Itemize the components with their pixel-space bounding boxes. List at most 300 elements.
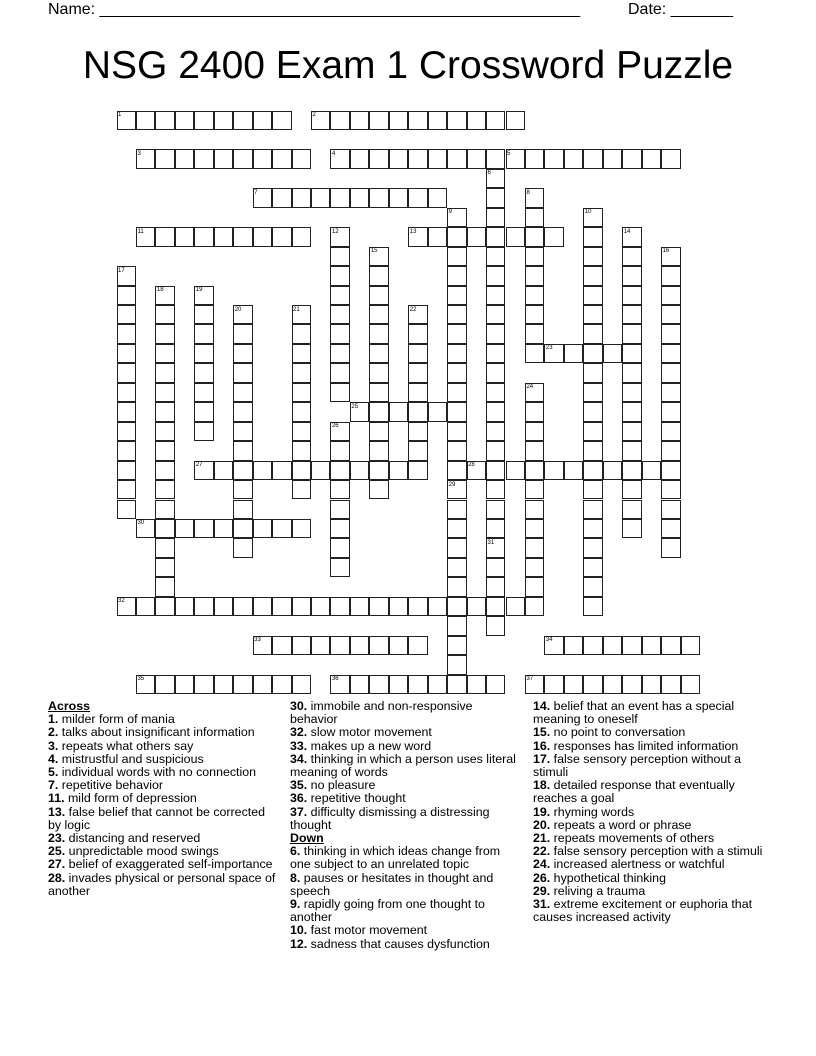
grid-cell[interactable] — [253, 675, 272, 694]
grid-cell[interactable] — [233, 461, 252, 480]
grid-cell[interactable] — [155, 558, 174, 577]
grid-cell[interactable] — [369, 461, 388, 480]
grid-cell[interactable] — [486, 208, 505, 227]
grid-cell[interactable] — [194, 402, 213, 421]
grid-cell[interactable] — [233, 597, 252, 616]
grid-cell[interactable] — [525, 577, 544, 596]
grid-cell[interactable] — [389, 675, 408, 694]
grid-cell[interactable] — [603, 461, 622, 480]
grid-cell[interactable] — [642, 636, 661, 655]
grid-cell[interactable] — [369, 402, 388, 421]
grid-cell[interactable] — [428, 111, 447, 130]
grid-cell[interactable] — [214, 519, 233, 538]
grid-cell[interactable] — [486, 111, 505, 130]
grid-cell[interactable] — [408, 344, 427, 363]
grid-cell[interactable] — [486, 247, 505, 266]
grid-cell[interactable] — [292, 188, 311, 207]
grid-cell[interactable] — [311, 461, 330, 480]
grid-cell[interactable] — [583, 461, 602, 480]
grid-cell[interactable] — [272, 149, 291, 168]
grid-cell[interactable] — [214, 461, 233, 480]
grid-cell[interactable] — [583, 227, 602, 246]
grid-cell[interactable] — [486, 616, 505, 635]
grid-cell[interactable] — [155, 519, 174, 538]
grid-cell[interactable] — [253, 461, 272, 480]
grid-cell[interactable] — [447, 422, 466, 441]
grid-cell[interactable] — [486, 344, 505, 363]
grid-cell[interactable] — [486, 383, 505, 402]
grid-cell[interactable] — [408, 363, 427, 382]
grid-cell[interactable] — [583, 441, 602, 460]
grid-cell[interactable] — [117, 324, 136, 343]
grid-cell[interactable] — [369, 344, 388, 363]
grid-cell[interactable] — [272, 461, 291, 480]
grid-cell[interactable] — [544, 461, 563, 480]
grid-cell[interactable] — [155, 111, 174, 130]
grid-cell[interactable] — [369, 111, 388, 130]
grid-cell[interactable] — [233, 402, 252, 421]
grid-cell[interactable] — [525, 149, 544, 168]
grid-cell[interactable] — [661, 402, 680, 421]
grid-cell[interactable] — [330, 480, 349, 499]
grid-cell[interactable] — [486, 402, 505, 421]
grid-cell[interactable] — [525, 422, 544, 441]
grid-cell[interactable] — [117, 363, 136, 382]
grid-cell[interactable] — [661, 461, 680, 480]
grid-cell[interactable] — [117, 305, 136, 324]
grid-cell[interactable] — [194, 344, 213, 363]
grid-cell[interactable] — [330, 441, 349, 460]
grid-cell[interactable] — [661, 422, 680, 441]
grid-cell[interactable] — [525, 500, 544, 519]
grid-cell[interactable] — [486, 675, 505, 694]
grid-cell[interactable] — [525, 324, 544, 343]
grid-cell[interactable] — [583, 558, 602, 577]
grid-cell[interactable] — [525, 538, 544, 557]
grid-cell[interactable] — [389, 597, 408, 616]
grid-cell[interactable] — [194, 324, 213, 343]
grid-cell[interactable] — [330, 500, 349, 519]
grid-cell[interactable] — [447, 286, 466, 305]
grid-cell[interactable] — [350, 111, 369, 130]
grid-cell[interactable] — [117, 286, 136, 305]
grid-cell[interactable] — [642, 461, 661, 480]
grid-cell[interactable] — [389, 402, 408, 421]
grid-cell[interactable] — [583, 480, 602, 499]
grid-cell[interactable] — [369, 324, 388, 343]
grid-cell[interactable] — [117, 383, 136, 402]
grid-cell[interactable] — [486, 558, 505, 577]
grid-cell[interactable] — [292, 422, 311, 441]
grid-cell[interactable] — [311, 188, 330, 207]
grid-cell[interactable] — [155, 149, 174, 168]
grid-cell[interactable] — [194, 519, 213, 538]
grid-cell[interactable] — [622, 519, 641, 538]
grid-cell[interactable] — [233, 149, 252, 168]
grid-cell[interactable] — [428, 188, 447, 207]
grid-cell[interactable] — [330, 111, 349, 130]
grid-cell[interactable] — [233, 344, 252, 363]
grid-cell[interactable] — [272, 597, 291, 616]
grid-cell[interactable] — [622, 324, 641, 343]
grid-cell[interactable] — [428, 149, 447, 168]
grid-cell[interactable] — [292, 363, 311, 382]
grid-cell[interactable] — [603, 344, 622, 363]
grid-cell[interactable] — [233, 383, 252, 402]
grid-cell[interactable] — [117, 344, 136, 363]
grid-cell[interactable] — [155, 324, 174, 343]
grid-cell[interactable] — [272, 188, 291, 207]
grid-cell[interactable] — [408, 188, 427, 207]
grid-cell[interactable] — [525, 519, 544, 538]
grid-cell[interactable] — [369, 422, 388, 441]
grid-cell[interactable] — [330, 519, 349, 538]
grid-cell[interactable] — [155, 577, 174, 596]
grid-cell[interactable] — [214, 149, 233, 168]
grid-cell[interactable] — [117, 402, 136, 421]
grid-cell[interactable] — [272, 636, 291, 655]
grid-cell[interactable] — [525, 305, 544, 324]
grid-cell[interactable] — [350, 597, 369, 616]
grid-cell[interactable] — [486, 422, 505, 441]
grid-cell[interactable] — [214, 227, 233, 246]
grid-cell[interactable] — [622, 305, 641, 324]
grid-cell[interactable] — [350, 636, 369, 655]
grid-cell[interactable] — [389, 461, 408, 480]
grid-cell[interactable] — [369, 480, 388, 499]
grid-cell[interactable] — [292, 441, 311, 460]
grid-cell[interactable] — [622, 480, 641, 499]
grid-cell[interactable] — [117, 500, 136, 519]
grid-cell[interactable] — [661, 519, 680, 538]
grid-cell[interactable] — [117, 461, 136, 480]
grid-cell[interactable] — [447, 383, 466, 402]
grid-cell[interactable] — [292, 344, 311, 363]
grid-cell[interactable] — [369, 636, 388, 655]
grid-cell[interactable] — [583, 324, 602, 343]
grid-cell[interactable] — [369, 149, 388, 168]
grid-cell[interactable] — [447, 558, 466, 577]
grid-cell[interactable] — [194, 597, 213, 616]
grid-cell[interactable] — [525, 441, 544, 460]
grid-cell[interactable] — [622, 363, 641, 382]
grid-cell[interactable] — [330, 538, 349, 557]
grid-cell[interactable] — [369, 286, 388, 305]
grid-cell[interactable] — [155, 344, 174, 363]
grid-cell[interactable] — [253, 227, 272, 246]
grid-cell[interactable] — [389, 636, 408, 655]
grid-cell[interactable] — [194, 227, 213, 246]
grid-cell[interactable] — [292, 227, 311, 246]
grid-cell[interactable] — [155, 363, 174, 382]
grid-cell[interactable] — [447, 324, 466, 343]
grid-cell[interactable] — [408, 441, 427, 460]
grid-cell[interactable] — [447, 655, 466, 674]
grid-cell[interactable] — [583, 577, 602, 596]
grid-cell[interactable] — [194, 111, 213, 130]
grid-cell[interactable] — [408, 597, 427, 616]
grid-cell[interactable] — [661, 441, 680, 460]
grid-cell[interactable] — [486, 363, 505, 382]
grid-cell[interactable] — [447, 149, 466, 168]
grid-cell[interactable] — [369, 363, 388, 382]
grid-cell[interactable] — [136, 111, 155, 130]
grid-cell[interactable] — [272, 227, 291, 246]
grid-cell[interactable] — [117, 422, 136, 441]
grid-cell[interactable] — [583, 363, 602, 382]
grid-cell[interactable] — [564, 675, 583, 694]
grid-cell[interactable] — [292, 675, 311, 694]
grid-cell[interactable] — [583, 402, 602, 421]
grid-cell[interactable] — [155, 538, 174, 557]
grid-cell[interactable] — [447, 305, 466, 324]
grid-cell[interactable] — [486, 519, 505, 538]
grid-cell[interactable] — [661, 383, 680, 402]
grid-cell[interactable] — [486, 597, 505, 616]
grid-cell[interactable] — [155, 402, 174, 421]
grid-cell[interactable] — [447, 247, 466, 266]
grid-cell[interactable] — [292, 519, 311, 538]
grid-cell[interactable] — [447, 597, 466, 616]
grid-cell[interactable] — [175, 519, 194, 538]
grid-cell[interactable] — [486, 266, 505, 285]
grid-cell[interactable] — [622, 383, 641, 402]
grid-cell[interactable] — [486, 227, 505, 246]
grid-cell[interactable] — [408, 402, 427, 421]
grid-cell[interactable] — [194, 383, 213, 402]
grid-cell[interactable] — [408, 422, 427, 441]
grid-cell[interactable] — [253, 597, 272, 616]
grid-cell[interactable] — [447, 363, 466, 382]
grid-cell[interactable] — [486, 149, 505, 168]
grid-cell[interactable] — [661, 363, 680, 382]
grid-cell[interactable] — [292, 324, 311, 343]
grid-cell[interactable] — [330, 305, 349, 324]
grid-cell[interactable] — [292, 480, 311, 499]
grid-cell[interactable] — [681, 636, 700, 655]
grid-cell[interactable] — [622, 422, 641, 441]
grid-cell[interactable] — [233, 675, 252, 694]
grid-cell[interactable] — [661, 538, 680, 557]
grid-cell[interactable] — [330, 558, 349, 577]
grid-cell[interactable] — [564, 636, 583, 655]
grid-cell[interactable] — [525, 208, 544, 227]
grid-cell[interactable] — [622, 402, 641, 421]
grid-cell[interactable] — [428, 675, 447, 694]
grid-cell[interactable] — [447, 519, 466, 538]
grid-cell[interactable] — [214, 675, 233, 694]
grid-cell[interactable] — [583, 286, 602, 305]
grid-cell[interactable] — [389, 188, 408, 207]
grid-cell[interactable] — [447, 111, 466, 130]
grid-cell[interactable] — [272, 675, 291, 694]
grid-cell[interactable] — [583, 422, 602, 441]
grid-cell[interactable] — [194, 422, 213, 441]
grid-cell[interactable] — [622, 441, 641, 460]
grid-cell[interactable] — [155, 500, 174, 519]
grid-cell[interactable] — [369, 675, 388, 694]
grid-cell[interactable] — [330, 636, 349, 655]
grid-cell[interactable] — [583, 636, 602, 655]
grid-cell[interactable] — [506, 461, 525, 480]
grid-cell[interactable] — [330, 383, 349, 402]
grid-cell[interactable] — [233, 422, 252, 441]
grid-cell[interactable] — [486, 500, 505, 519]
grid-cell[interactable] — [194, 149, 213, 168]
grid-cell[interactable] — [525, 402, 544, 421]
grid-cell[interactable] — [253, 111, 272, 130]
grid-cell[interactable] — [272, 111, 291, 130]
grid-cell[interactable] — [661, 266, 680, 285]
grid-cell[interactable] — [408, 636, 427, 655]
grid-cell[interactable] — [661, 480, 680, 499]
grid-cell[interactable] — [447, 402, 466, 421]
grid-cell[interactable] — [486, 480, 505, 499]
grid-cell[interactable] — [253, 519, 272, 538]
grid-cell[interactable] — [447, 461, 466, 480]
grid-cell[interactable] — [447, 577, 466, 596]
grid-cell[interactable] — [486, 324, 505, 343]
grid-cell[interactable] — [544, 675, 563, 694]
grid-cell[interactable] — [447, 266, 466, 285]
grid-cell[interactable] — [622, 500, 641, 519]
grid-cell[interactable] — [467, 149, 486, 168]
grid-cell[interactable] — [330, 188, 349, 207]
grid-cell[interactable] — [467, 675, 486, 694]
grid-cell[interactable] — [330, 461, 349, 480]
grid-cell[interactable] — [233, 111, 252, 130]
grid-cell[interactable] — [525, 344, 544, 363]
grid-cell[interactable] — [564, 149, 583, 168]
grid-cell[interactable] — [525, 247, 544, 266]
grid-cell[interactable] — [564, 461, 583, 480]
grid-cell[interactable] — [486, 441, 505, 460]
grid-cell[interactable] — [661, 305, 680, 324]
grid-cell[interactable] — [155, 383, 174, 402]
grid-cell[interactable] — [544, 227, 563, 246]
grid-cell[interactable] — [583, 247, 602, 266]
grid-cell[interactable] — [292, 597, 311, 616]
grid-cell[interactable] — [292, 636, 311, 655]
grid-cell[interactable] — [175, 675, 194, 694]
grid-cell[interactable] — [447, 441, 466, 460]
grid-cell[interactable] — [253, 149, 272, 168]
grid-cell[interactable] — [330, 344, 349, 363]
grid-cell[interactable] — [661, 675, 680, 694]
grid-cell[interactable] — [292, 461, 311, 480]
grid-cell[interactable] — [661, 149, 680, 168]
grid-cell[interactable] — [408, 324, 427, 343]
grid-cell[interactable] — [583, 266, 602, 285]
grid-cell[interactable] — [233, 441, 252, 460]
grid-cell[interactable] — [603, 636, 622, 655]
grid-cell[interactable] — [583, 675, 602, 694]
grid-cell[interactable] — [233, 227, 252, 246]
grid-cell[interactable] — [136, 597, 155, 616]
grid-cell[interactable] — [622, 675, 641, 694]
grid-cell[interactable] — [486, 286, 505, 305]
grid-cell[interactable] — [272, 519, 291, 538]
grid-cell[interactable] — [369, 441, 388, 460]
grid-cell[interactable] — [622, 344, 641, 363]
grid-cell[interactable] — [155, 461, 174, 480]
grid-cell[interactable] — [583, 305, 602, 324]
grid-cell[interactable] — [544, 149, 563, 168]
grid-cell[interactable] — [292, 149, 311, 168]
grid-cell[interactable] — [155, 675, 174, 694]
grid-cell[interactable] — [661, 636, 680, 655]
grid-cell[interactable] — [175, 227, 194, 246]
grid-cell[interactable] — [194, 675, 213, 694]
grid-cell[interactable] — [486, 188, 505, 207]
grid-cell[interactable] — [408, 675, 427, 694]
grid-cell[interactable] — [155, 422, 174, 441]
grid-cell[interactable] — [330, 266, 349, 285]
grid-cell[interactable] — [447, 636, 466, 655]
grid-cell[interactable] — [506, 597, 525, 616]
grid-cell[interactable] — [583, 344, 602, 363]
grid-cell[interactable] — [447, 675, 466, 694]
grid-cell[interactable] — [194, 305, 213, 324]
grid-cell[interactable] — [583, 538, 602, 557]
grid-cell[interactable] — [525, 266, 544, 285]
grid-cell[interactable] — [350, 188, 369, 207]
grid-cell[interactable] — [233, 480, 252, 499]
grid-cell[interactable] — [661, 500, 680, 519]
grid-cell[interactable] — [389, 149, 408, 168]
grid-cell[interactable] — [155, 305, 174, 324]
grid-cell[interactable] — [661, 324, 680, 343]
grid-cell[interactable] — [369, 597, 388, 616]
grid-cell[interactable] — [583, 149, 602, 168]
grid-cell[interactable] — [292, 383, 311, 402]
grid-cell[interactable] — [447, 227, 466, 246]
grid-cell[interactable] — [350, 461, 369, 480]
grid-cell[interactable] — [603, 149, 622, 168]
grid-cell[interactable] — [175, 111, 194, 130]
grid-cell[interactable] — [233, 324, 252, 343]
grid-cell[interactable] — [525, 597, 544, 616]
grid-cell[interactable] — [622, 149, 641, 168]
grid-cell[interactable] — [428, 597, 447, 616]
grid-cell[interactable] — [369, 383, 388, 402]
grid-cell[interactable] — [428, 227, 447, 246]
grid-cell[interactable] — [155, 480, 174, 499]
grid-cell[interactable] — [467, 597, 486, 616]
grid-cell[interactable] — [642, 675, 661, 694]
grid-cell[interactable] — [194, 363, 213, 382]
grid-cell[interactable] — [564, 344, 583, 363]
grid-cell[interactable] — [525, 286, 544, 305]
grid-cell[interactable] — [506, 111, 525, 130]
grid-cell[interactable] — [408, 383, 427, 402]
grid-cell[interactable] — [369, 266, 388, 285]
grid-cell[interactable] — [525, 461, 544, 480]
grid-cell[interactable] — [622, 266, 641, 285]
grid-cell[interactable] — [233, 500, 252, 519]
grid-cell[interactable] — [292, 402, 311, 421]
grid-cell[interactable] — [583, 519, 602, 538]
grid-cell[interactable] — [661, 344, 680, 363]
grid-cell[interactable] — [486, 577, 505, 596]
grid-cell[interactable] — [175, 597, 194, 616]
grid-cell[interactable] — [233, 538, 252, 557]
grid-cell[interactable] — [486, 461, 505, 480]
grid-cell[interactable] — [330, 597, 349, 616]
grid-cell[interactable] — [408, 111, 427, 130]
grid-cell[interactable] — [603, 675, 622, 694]
grid-cell[interactable] — [155, 597, 174, 616]
